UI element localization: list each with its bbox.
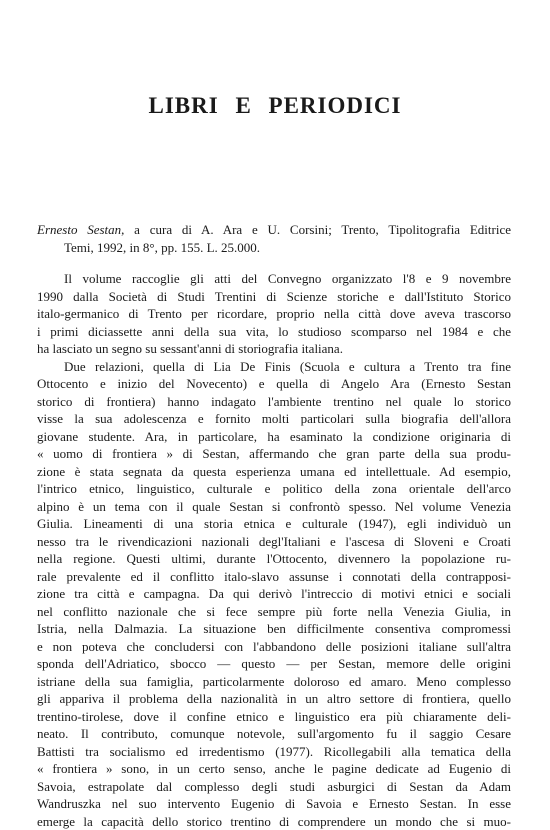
book-citation: [37, 221, 511, 257]
text-line: rale prevalente ed il conflitto italo-slavo assunse i connotati della contrapposi-: [37, 568, 511, 586]
citation-line-1: [37, 221, 511, 239]
text-line: l'intrico etnico, linguistico, culturale e politico della zona orientale dell'arco: [37, 480, 511, 498]
text-line: Battisti tra socialismo ed irredentismo (1977). Ricollegabili alla tematica della: [37, 743, 511, 761]
section-title: LIBRI E PERIODICI: [0, 93, 550, 119]
book-title: Ernesto Sestan: [37, 222, 121, 237]
text-line: Savoia, estrapolate dal complesso degli studi asburgici di Sestan da Adam: [37, 778, 511, 796]
text-line: emerge la capacità dello storico trentino di comprendere un mondo che si muo-: [37, 813, 511, 830]
text-line: Giulia. Lineamenti di una storia etnica e culturale (1947), egli individuò un: [37, 515, 511, 533]
text-line: « uomo di frontiera » di Sestan, affermando che gran parte della sua produ-: [37, 445, 511, 463]
text-line: nesso tra le rivendicazioni nazionali degl'Italiani e l'ascesa di Sloveni e Croati: [37, 533, 511, 551]
paragraph-1: [37, 270, 511, 358]
text-line: giovane studente. Ara, in particolare, ha esaminato la condizione originaria di: [37, 428, 511, 446]
text-line: nella regione. Questi ultimi, durante l'Ottocento, divennero la popolazione ru-: [37, 550, 511, 568]
text-line: Istria, nella Dalmazia. La situazione ben difficilmente consentiva compromessi: [37, 620, 511, 638]
text-line: ha lasciato un segno su sessant'anni di storiografia italiana.: [37, 340, 511, 358]
citation-details: , a cura di A. Ara e U. Corsini; Trento, Tipolitografia Editrice: [121, 222, 511, 237]
text-line: Wandruszka nel suo intervento Eugenio di Savoia e Ernesto Sestan. In esse: [37, 795, 511, 813]
text-line: neato. Il contributo, comunque notevole, sull'argomento fu il saggio Cesare: [37, 725, 511, 743]
text-line: Ottocento e inizio del Novecento) e quella di Angelo Ara (Ernesto Sestan: [37, 375, 511, 393]
text-line: trentino-tirolese, dove il confine etnico e linguistico era più chiaramente deli-: [37, 708, 511, 726]
text-line: storico di frontiera) hanno indagato l'ambiente trentino nel quale lo storico: [37, 393, 511, 411]
text-line: 1990 dalla Società di Studi Trentini di Scienze storiche e dall'Istituto Storico: [37, 288, 511, 306]
text-line: Il volume raccoglie gli atti del Convegno organizzato l'8 e 9 novembre: [37, 270, 511, 288]
text-line: e non poteva che concludersi con l'abbandono delle posizioni italiane sull'altra: [37, 638, 511, 656]
text-line: alpino è un tema con il quale Sestan si confrontò spesso. Nel volume Venezia: [37, 498, 511, 516]
text-line: i primi diciassette anni della sua vita, lo studioso scomparso nel 1984 e che: [37, 323, 511, 341]
text-line: italo-germanico di Trento per ricordare, proprio nella città dove aveva trascorso: [37, 305, 511, 323]
paragraph-2: [37, 358, 511, 830]
text-line: zione tra città e campagna. Da qui derivò l'intreccio di motivi etnici e sociali: [37, 585, 511, 603]
text-line: istriane della sua famiglia, particolarmente doloroso ed amaro. Meno complesso: [37, 673, 511, 691]
text-line: gli appariva il problema della nazionalità in un altro settore di frontiera, quello: [37, 690, 511, 708]
text-line: nel conflitto nazionale che si fece sempre più forte nella Venezia Giulia, in: [37, 603, 511, 621]
review-body: [37, 270, 511, 830]
citation-line-2: Temi, 1992, in 8°, pp. 155. L. 25.000.: [37, 239, 511, 257]
text-line: Due relazioni, quella di Lia De Finis (Scuola e cultura a Trento tra fine: [37, 358, 511, 376]
text-line: « frontiera » sono, in un certo senso, anche le pagine dedicate ad Eugenio di: [37, 760, 511, 778]
text-line: zione è stata segnata da questa esperienza umana ed intellettuale. Ad esempio,: [37, 463, 511, 481]
text-line: sponda dell'Adriatico, sbocco — questo — per Sestan, memore delle origini: [37, 655, 511, 673]
text-line: visse la sua adolescenza e fornito molti particolari sulla biografia dell'allora: [37, 410, 511, 428]
